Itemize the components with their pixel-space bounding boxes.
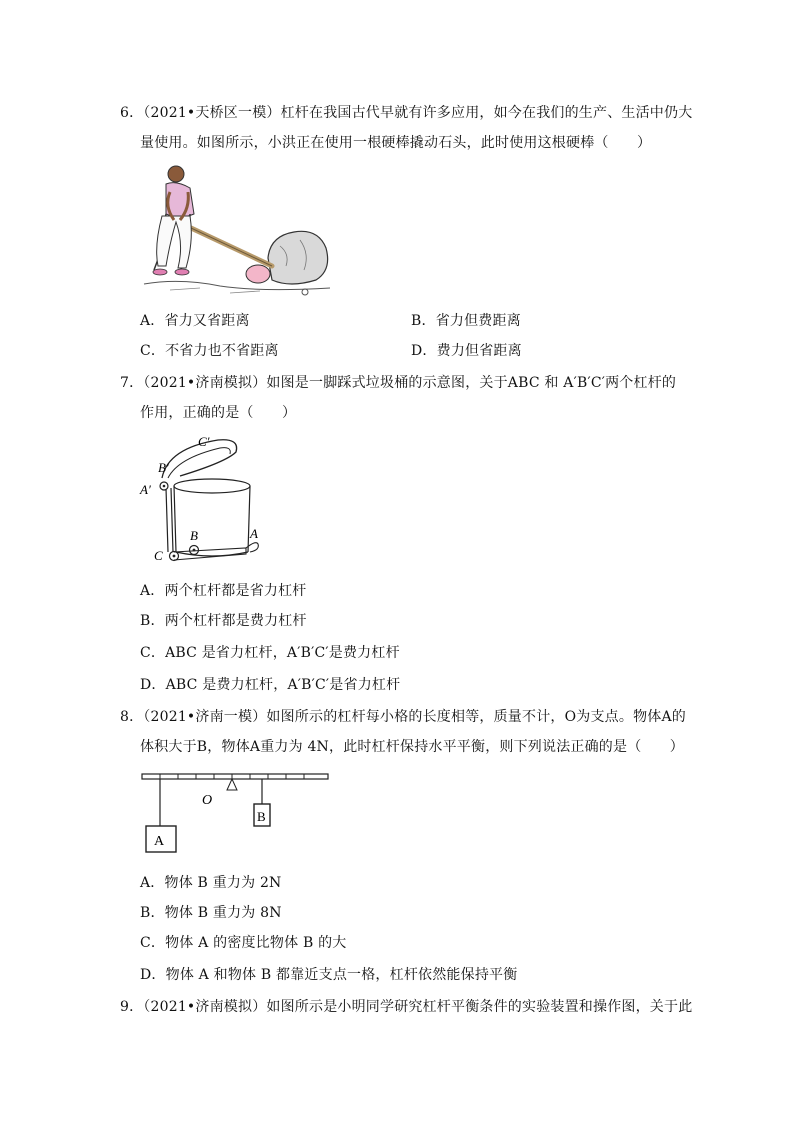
q6-figure-lever-rock [140,162,340,302]
q7-label-b-prime: B′ [158,460,169,475]
q7-figure-trash-can [138,432,268,567]
q8-option-c: C．物体 A 的密度比物体 B 的大 [140,935,347,951]
q6-option-c: C．不省力也不省距离 [140,343,279,359]
q7-option-d: D．ABC 是费力杠杆，A′B′C′是省力杠杆 [140,677,401,693]
q7-label-b: B [190,528,198,543]
q9-stem-line1: 9．（2021•济南模拟）如图所示是小明同学研究杠杆平衡条件的实验装置和操作图，关于此 [120,999,693,1015]
q8-option-a: A．物体 B 重力为 2N [140,875,282,891]
q7-option-a: A．两个杠杆都是省力杠杆 [140,583,307,599]
q7-label-c: C [154,548,163,563]
q8-label-a: A [154,834,165,849]
q7-label-c-prime: C′ [198,434,210,449]
q7-option-b: B．两个杠杆都是费力杠杆 [140,613,307,629]
q6-option-a: A．省力又省距离 [140,313,250,329]
q7-label-a: A [250,526,258,541]
q8-label-b: B [257,809,266,824]
q8-label-o: O [202,793,213,808]
q6-option-d: D．费力但省距离 [411,343,522,359]
q8-option-d: D．物体 A 和物体 B 都靠近支点一格，杠杆依然能保持平衡 [140,967,518,983]
q8-figure-lever-balance [140,766,340,858]
q8-stem-line2: 体积大于B，物体A重力为 4N，此时杠杆保持水平平衡，则下列说法正确的是（ ） [140,739,685,755]
q8-option-b: B．物体 B 重力为 8N [140,905,282,921]
q6-option-b: B．省力但费距离 [411,313,521,329]
q7-option-c: C．ABC 是省力杠杆，A′B′C′是费力杠杆 [140,645,400,661]
q7-label-a-prime: A′ [140,482,151,497]
q7-stem-line1: 7．（2021•济南模拟）如图是一脚踩式垃圾桶的示意图，关于ABC 和 A′B′C′两个杠杆的 [120,375,677,391]
q7-stem-line2: 作用，正确的是（ ） [140,405,297,421]
q8-stem-line1: 8．（2021•济南一模）如图所示的杠杆每小格的长度相等，质量不计，O为支点。物体A的 [120,709,686,725]
q6-stem-line1: 6．（2021•天桥区一模）杠杆在我国古代早就有许多应用，如今在我们的生产、生活中仍大 [120,105,693,121]
q6-stem-line2: 量使用。如图所示，小洪正在使用一根硬棒撬动石头，此时使用这根硬棒（ ） [140,135,652,151]
